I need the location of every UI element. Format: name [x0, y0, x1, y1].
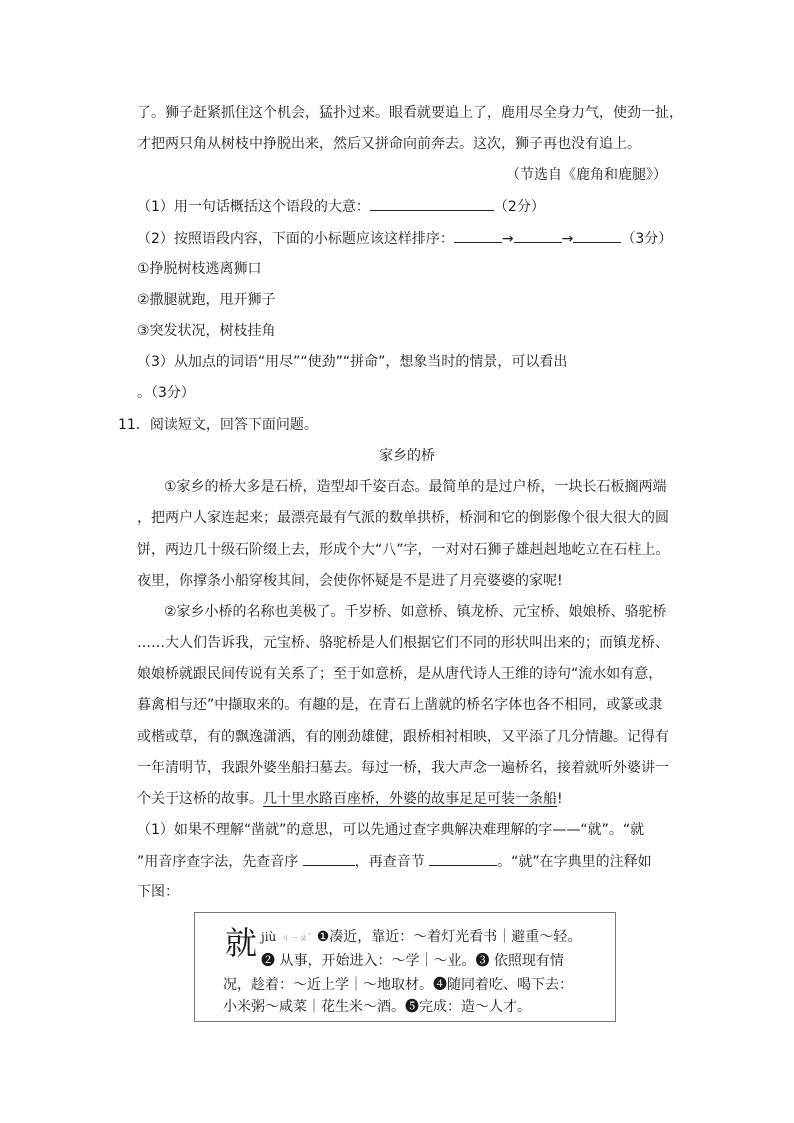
question-10-2: [137, 228, 672, 249]
paragraph-2-line: [137, 789, 563, 809]
question-text: （2）按照语段内容，下面的小标题应该这样排序：: [137, 231, 454, 247]
question-10-3: （3）从加点的词语“用尽”“使劲”“拼命”，想象当时的情景，可以看出: [137, 354, 568, 370]
question-11-1: （1）如果不理解“凿就”的意思，可以先通过查字典解决难理解的字——“就”。“就: [137, 822, 645, 838]
question-10-1: [137, 196, 545, 217]
dictionary-character: 就: [225, 924, 258, 962]
passage-line: 才把两只角从树枝中挣脱出来，然后又拼命向前奔去。这次，狮子再也没有追上。: [137, 136, 641, 152]
answer-blank[interactable]: [573, 228, 621, 243]
question-text: （1）用一句话概括这个语段的大意：: [137, 199, 370, 215]
source-citation: （节选自《鹿角和鹿腿》）: [506, 167, 667, 183]
passage-line: 了。狮子赶紧抓住这个机会，猛扑过来。眼看就要追上了，鹿用尽全身力气，使劲一扯，: [137, 105, 683, 121]
answer-blank-yinjie[interactable]: [429, 851, 497, 866]
pinyin: jiù: [261, 930, 277, 944]
paragraph-1-line: ，把两户人家连起来；最漂亮最有气派的数单拱桥，桥洞和它的倒影像个很大很大的圆: [137, 510, 669, 526]
paragraph-2-line: 或楷或草，有的飘逸潇洒，有的刚劲雄健，跟桥相衬相映，又平添了几分情趣。记得有: [137, 729, 669, 745]
passage-title: 家乡的桥: [379, 448, 435, 464]
paragraph-1-line: ①家乡的桥大多是石桥，造型却千姿百态。最简单的是过户桥，一块长石板搁两端: [164, 479, 667, 495]
arrow-icon: →: [561, 231, 574, 247]
definition-1: ❶凑近，靠近：～着灯光看书｜避重～轻。: [316, 929, 582, 945]
score: （2分）: [493, 199, 545, 215]
dictionary-row-3: 况，趁着：～近上学｜～地取材。❹随同着吃、喝下去：: [223, 977, 573, 993]
paragraph-2-line: ……大人们告诉我，元宝桥、骆驼桥是人们根据它们不同的形状叫出来的；而镇龙桥、: [137, 635, 669, 651]
question-10-3-end: 。（3分）: [137, 385, 195, 401]
arrow-icon: →: [501, 231, 514, 247]
question-11-intro: 11．阅读短文，回答下面问题。: [118, 417, 318, 433]
paragraph-2-line: 一年清明节，我跟外婆坐船扫墓去。每过一桥，我大声念一遍桥名，接着就听外婆讲一: [137, 760, 669, 776]
underlined-sentence: 几十里水路百座桥，外婆的故事足足可装一条船: [263, 791, 557, 807]
answer-blank[interactable]: [454, 228, 502, 243]
paragraph-1-line: 饼，两边几十级石阶缀上去，形成个大“八”字，一对对石狮子雄赳赳地屹立在石柱上。: [137, 542, 670, 558]
dictionary-row-4: 小米粥～咸菜｜花生米～酒。❺完成：造～人才。: [223, 999, 531, 1015]
paragraph-2-line: 暮禽相与还”中撷取来的。有趣的是，在青石上凿就的桥名字体也各不相同，或篆或隶: [137, 697, 663, 713]
score: （3分）: [621, 231, 673, 247]
question-11-1-line3: 下图：: [137, 884, 179, 900]
question-text: ，再查音节: [354, 854, 425, 870]
answer-blank-yinxu[interactable]: [303, 851, 355, 866]
paragraph-2-line: ②家乡小桥的名称也美极了。千岁桥、如意桥、镇龙桥、元宝桥、娘娘桥、骆驼桥: [164, 604, 667, 620]
answer-blank[interactable]: [514, 228, 562, 243]
dictionary-row-2: ❷ 从事，开始进入：～学｜～业。❸ 依照现有情: [261, 953, 564, 969]
plain-text: !: [557, 791, 563, 807]
zhuyin: ㄐㄧㄡˋ: [280, 934, 313, 944]
dictionary-row-1: [261, 927, 581, 949]
paragraph-1-line: 夜里，你撑条小船穿梭其间，会使你怀疑是不是进了月亮婆婆的家呢!: [137, 573, 563, 589]
option-3: ③突发状况，树枝挂角: [137, 323, 276, 339]
question-text: ”用音序查字法，先查音序: [137, 854, 299, 870]
question-text: 。“就”在字典里的注释如: [497, 854, 652, 870]
answer-blank[interactable]: [370, 196, 494, 211]
paragraph-2-line: 娘娘桥就跟民间传说有关系了；至于如意桥，是从唐代诗人王维的诗句“流水如有意，: [137, 666, 663, 682]
option-2: ②撒腿就跑，甩开狮子: [137, 292, 276, 308]
dictionary-entry: [194, 912, 616, 1022]
plain-text: 个关于这桥的故事。: [137, 791, 263, 807]
option-1: ①挣脱树枝逃离狮口: [137, 261, 262, 277]
question-11-1-line2: [137, 851, 652, 872]
